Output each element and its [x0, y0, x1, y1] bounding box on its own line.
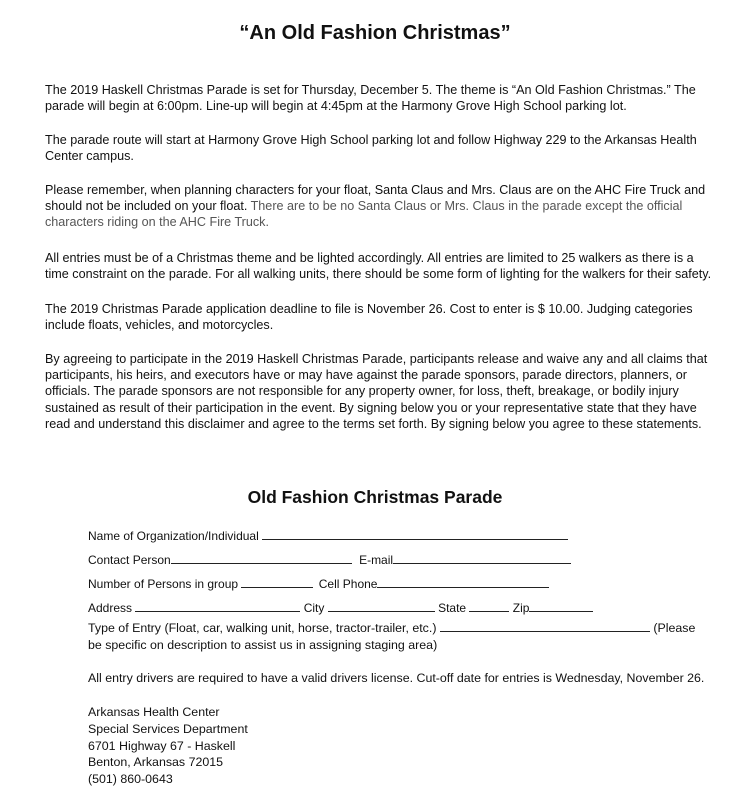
entry-type-field[interactable]: [440, 620, 650, 632]
state-label: State: [438, 601, 467, 615]
organization-label: Name of Organization/Individual: [88, 529, 259, 543]
contact-field[interactable]: [171, 552, 352, 564]
cell-phone-field[interactable]: [377, 576, 549, 588]
entries-paragraph: All entries must be of a Christmas theme and be lighted accordingly. All entries are limited to 25 walkers as there is a time constraint on the parade. For all walking units, there should be some form of lighting for the walkers for their safety.: [45, 251, 712, 282]
address-line: Benton, Arkansas 72015: [88, 755, 224, 770]
persons-row: [88, 576, 549, 591]
page-title: “An Old Fashion Christmas”: [239, 22, 511, 44]
address-line: 6701 Highway 67 - Haskell: [88, 738, 236, 753]
cell-phone-label: Cell Phone: [318, 577, 378, 591]
address-row: [88, 600, 593, 615]
address-block: [88, 704, 248, 788]
santa-note-detail: There are to be no Santa Claus or Mrs. Claus in the parade except the official characters riding on the AHC Fire Truck.: [45, 199, 683, 230]
route-paragraph: The parade route will start at Harmony Grove High School parking lot and follow Highway 229 to the Arkansas Health Center campus.: [45, 133, 697, 164]
city-label: City: [303, 601, 325, 615]
drivers-note: All entry drivers are required to have a valid drivers license. Cut-off date for entries is Wednesday, November 26.: [88, 671, 705, 685]
organization-field[interactable]: [262, 528, 568, 540]
santa-paragraph: [45, 182, 717, 231]
persons-field[interactable]: [241, 576, 313, 588]
deadline-paragraph: The 2019 Christmas Parade application deadline to file is November 26. Cost to enter is $ 10.00. Judging categories include floats, vehicles, and motorcycles.: [45, 302, 693, 333]
address-field[interactable]: [135, 600, 300, 612]
entry-type-instruction: be specific on description to assist us in assigning staging area): [88, 637, 438, 652]
address-label: Address: [88, 601, 133, 615]
intro-paragraph: The 2019 Haskell Christmas Parade is set for Thursday, December 5. The theme is “An Old Fashion Christmas.” The parade will begin at 6:00pm. Line-up will begin at 4:45pm at the Harmony Grove High School parking lot.: [45, 83, 696, 114]
phone-number: (501) 860-0643: [88, 772, 173, 787]
entry-type-block: [88, 620, 708, 653]
email-label: E-mail: [359, 553, 394, 567]
entry-type-suffix: (Please: [653, 621, 696, 635]
form-title: Old Fashion Christmas Parade: [247, 487, 503, 507]
persons-label: Number of Persons in group: [88, 577, 239, 591]
disclaimer-paragraph: By agreeing to participate in the 2019 Haskell Christmas Parade, participants release and waive any and all claims that participants, his heirs, and executors have or may have against the parade sponsors, parade directors, planners, or officials. The parade sponsors are not responsible for any property owner, for loss, theft, breakage, or bodily injury sustained as result of their participation in the event. By signing below you or your representative state that they have read and understand this disclaimer and agree to the terms set forth. By signing below you agree to these statements.: [45, 352, 708, 431]
address-line: Arkansas Health Center: [88, 705, 220, 719]
address-line: Special Services Department: [88, 721, 248, 736]
email-field[interactable]: [393, 552, 571, 564]
zip-label: Zip: [512, 601, 530, 615]
contact-row: [88, 552, 571, 567]
organization-row: [88, 528, 568, 543]
state-field[interactable]: [469, 600, 509, 612]
zip-field[interactable]: [529, 600, 593, 612]
entry-type-label: Type of Entry (Float, car, walking unit, horse, tractor-trailer, etc.): [88, 621, 437, 635]
contact-label: Contact Person: [88, 553, 171, 567]
city-field[interactable]: [328, 600, 435, 612]
santa-note-main: Please remember, when planning characters for your float, Santa Claus and Mrs. Claus are on the AHC Fire Truck and should not be included on your float.: [45, 183, 706, 214]
